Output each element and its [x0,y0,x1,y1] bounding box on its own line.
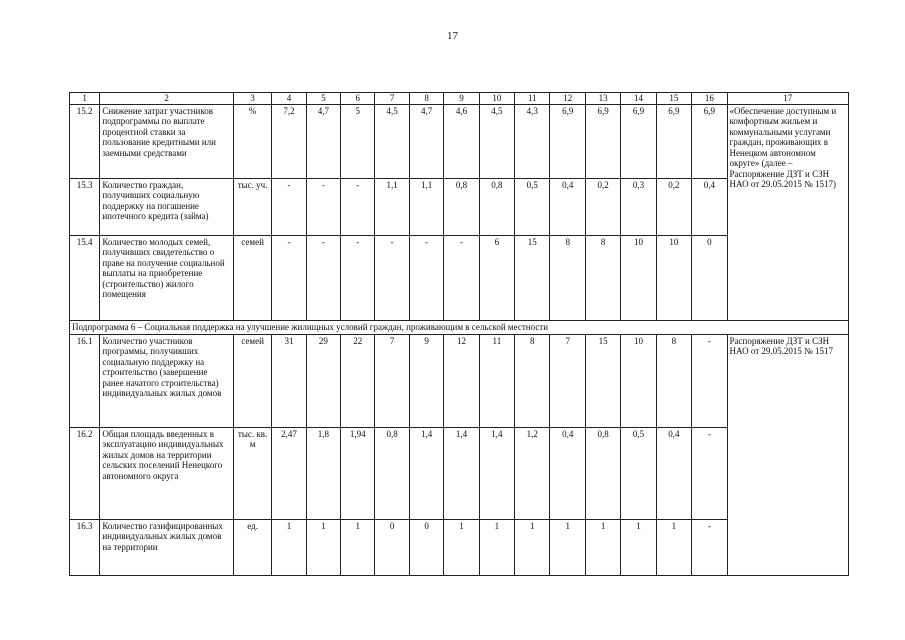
value-cell: 6,9 [656,104,691,178]
value-cell: 8 [585,235,620,320]
value-cell: 0,2 [585,178,620,235]
indicator-name: Количество молодых семей, получивших свидетельство о праве на получение социальной выплаты на приобретение (строительство) жилого помещения [100,235,234,320]
value-cell: 4,3 [515,104,550,178]
value-cell: 1 [306,519,340,575]
value-cell: 29 [306,334,340,427]
column-header: 10 [479,93,514,105]
value-cell: 6,9 [550,104,585,178]
unit-cell: семей [233,334,271,427]
value-cell: 7,2 [272,104,306,178]
value-cell: 1 [341,519,375,575]
value-cell: - [692,334,727,427]
row-number: 16.2 [70,427,100,519]
source-document: Распоряжение ДЗТ и СЗН НАО от 29.05.2015 № 1517 [727,334,848,575]
value-cell: - [409,235,443,320]
value-cell: 10 [621,235,656,320]
value-cell: 4,7 [306,104,340,178]
value-cell: 5 [341,104,375,178]
value-cell: 0,3 [621,178,656,235]
value-cell: 0,4 [692,178,727,235]
value-cell: - [692,427,727,519]
unit-cell: тыс. кв. м [233,427,271,519]
indicator-name: Общая площадь введенных в эксплуатацию индивидуальных жилых домов на территории сельских поселений Ненецкого автономного округа [100,427,234,519]
value-cell: 1 [621,519,656,575]
indicator-name: Снижение затрат участников подпрограммы по выплате процентной ставки за пользование кредитными или заемными средствами [100,104,234,178]
column-header: 16 [692,93,727,105]
value-cell: 1,94 [341,427,375,519]
header-row [70,93,849,105]
value-cell: 0,8 [479,178,514,235]
value-cell: - [306,178,340,235]
value-cell: 22 [341,334,375,427]
indicator-name: Количество участников программы, получивших социальную поддержку на строительство (завершение ранее начатого строительства) индивидуальных жилых домов [100,334,234,427]
value-cell: 0,4 [656,427,691,519]
value-cell: 4,5 [479,104,514,178]
unit-cell: ед. [233,519,271,575]
indicator-name: Количество граждан, получивших социальную поддержку на погашение ипотечного кредита (займа) [100,178,234,235]
row-number: 15.4 [70,235,100,320]
value-cell: 8 [656,334,691,427]
value-cell: 0,5 [515,178,550,235]
value-cell: - [692,519,727,575]
value-cell: 1 [515,519,550,575]
indicators-table [69,92,849,576]
column-header: 15 [656,93,691,105]
value-cell: 0 [692,235,727,320]
value-cell: 7 [550,334,585,427]
value-cell: 1,4 [409,427,443,519]
column-header: 14 [621,93,656,105]
value-cell: 6,9 [585,104,620,178]
value-cell: 15 [515,235,550,320]
value-cell: 0,4 [550,178,585,235]
value-cell: 6 [479,235,514,320]
value-cell: 1 [656,519,691,575]
column-header: 7 [375,93,409,105]
column-header: 17 [727,93,848,105]
value-cell: 2,47 [272,427,306,519]
value-cell: 0 [409,519,443,575]
unit-cell: % [233,104,271,178]
value-cell: - [272,235,306,320]
value-cell: 1 [479,519,514,575]
column-header: 5 [306,93,340,105]
value-cell: 11 [479,334,514,427]
value-cell: - [341,178,375,235]
column-header: 2 [100,93,234,105]
subprogram-title: Подпрограмма 6 – Социальная поддержка на улучшение жилищных условий граждан, проживающим в сельской местности [70,320,849,334]
value-cell: 0,8 [444,178,479,235]
value-cell: 1,4 [444,427,479,519]
value-cell: 1,8 [306,427,340,519]
table-row [70,334,849,427]
value-cell: - [306,235,340,320]
value-cell: 9 [409,334,443,427]
value-cell: 10 [656,235,691,320]
value-cell: - [375,235,409,320]
value-cell: 1 [585,519,620,575]
row-number: 16.1 [70,334,100,427]
subprogram-row [70,320,849,334]
value-cell: 1,1 [375,178,409,235]
value-cell: - [272,178,306,235]
value-cell: 1,2 [515,427,550,519]
column-header: 4 [272,93,306,105]
value-cell: 4,5 [375,104,409,178]
value-cell: 1,4 [479,427,514,519]
value-cell: - [341,235,375,320]
unit-cell: тыс. уч. [233,178,271,235]
value-cell: 1 [550,519,585,575]
row-number: 15.2 [70,104,100,178]
value-cell: 0,5 [621,427,656,519]
value-cell: 8 [515,334,550,427]
column-header: 3 [233,93,271,105]
value-cell: 1 [444,519,479,575]
value-cell: 0,8 [375,427,409,519]
value-cell: 6,9 [621,104,656,178]
row-number: 15.3 [70,178,100,235]
value-cell: 12 [444,334,479,427]
unit-cell: семей [233,235,271,320]
column-header: 8 [409,93,443,105]
value-cell: 6,9 [692,104,727,178]
value-cell: 10 [621,334,656,427]
column-header: 9 [444,93,479,105]
column-header: 1 [70,93,100,105]
column-header: 6 [341,93,375,105]
value-cell: 7 [375,334,409,427]
page-number: 17 [447,30,458,42]
value-cell: 8 [550,235,585,320]
indicator-name: Количество газифицированных индивидуальных жилых домов на территории [100,519,234,575]
value-cell: 0,8 [585,427,620,519]
value-cell: 0 [375,519,409,575]
value-cell: 4,6 [444,104,479,178]
row-number: 16.3 [70,519,100,575]
value-cell: - [444,235,479,320]
value-cell: 31 [272,334,306,427]
value-cell: 15 [585,334,620,427]
value-cell: 0,4 [550,427,585,519]
table-row [70,104,849,178]
column-header: 12 [550,93,585,105]
value-cell: 4,7 [409,104,443,178]
value-cell: 1 [272,519,306,575]
value-cell: 0,2 [656,178,691,235]
value-cell: 1,1 [409,178,443,235]
source-document: «Обеспечение доступным и комфортным жильем и коммунальными услугами граждан, проживающих в Ненецком автономном округе» (далее – Распоряжение ДЗТ и СЗН НАО от 29.05.2015 № 1517) [727,104,848,320]
column-header: 11 [515,93,550,105]
column-header: 13 [585,93,620,105]
